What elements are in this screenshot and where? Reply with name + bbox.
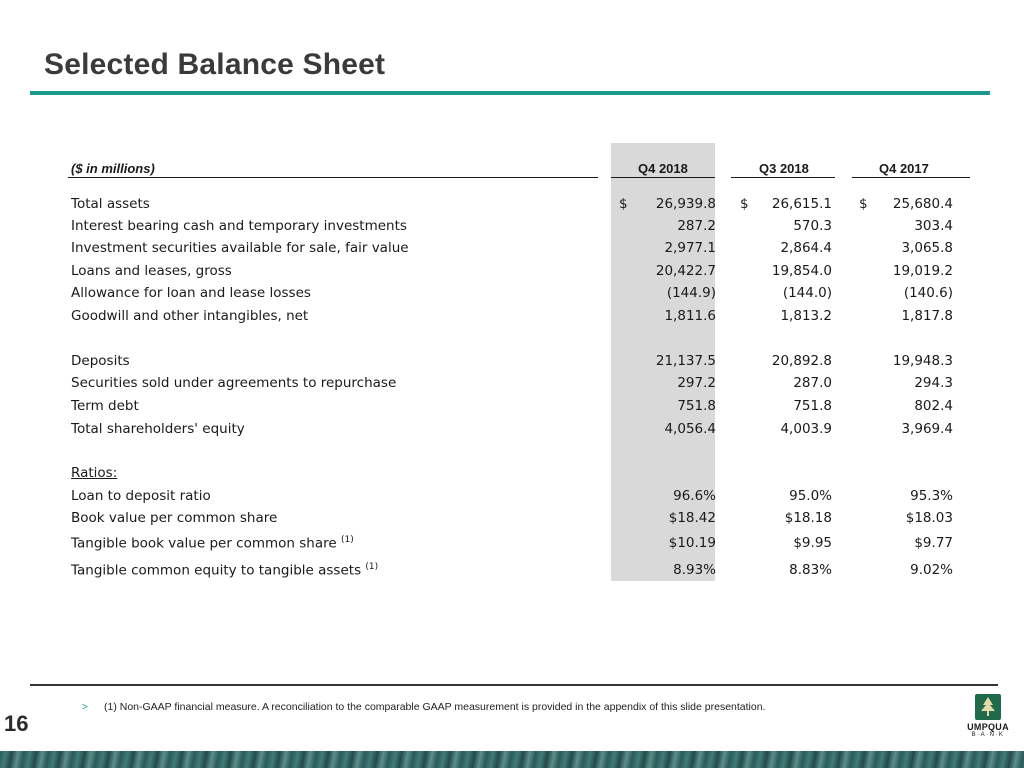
header-underline — [68, 177, 598, 178]
page-title: Selected Balance Sheet — [44, 48, 386, 81]
row-label: Loans and leases, gross — [71, 263, 232, 279]
cell-value: 9.02% — [910, 562, 953, 578]
table-row — [0, 353, 1024, 375]
cell-value: 287.0 — [793, 375, 832, 391]
cell-value: 751.8 — [793, 398, 832, 414]
cell-value: 19,019.2 — [892, 263, 953, 279]
footer-divider — [30, 684, 998, 686]
cell-value: 751.8 — [677, 398, 716, 414]
cell-value: 3,065.8 — [901, 240, 953, 256]
column-header: Q3 2018 — [759, 161, 809, 176]
units-label: ($ in millions) — [71, 161, 155, 176]
table-row — [0, 510, 1024, 532]
cell-value: 570.3 — [793, 218, 832, 234]
tree-icon — [975, 694, 1001, 720]
title-divider — [30, 91, 990, 95]
row-label: Total assets — [71, 196, 150, 212]
table-row — [0, 218, 1024, 240]
cell-value: 21,137.5 — [655, 353, 716, 369]
row-label: Total shareholders' equity — [71, 421, 245, 437]
cell-value: $18.03 — [905, 510, 953, 526]
cell-value: $18.42 — [668, 510, 716, 526]
logo-name: UMPQUA — [967, 722, 1009, 732]
currency-symbol: $ — [740, 196, 749, 212]
row-label-text: Tangible common equity to tangible assets — [71, 562, 362, 579]
cell-value: 25,680.4 — [892, 196, 953, 212]
cell-value: 287.2 — [677, 218, 716, 234]
cell-value: $9.95 — [793, 535, 832, 551]
decorative-band — [0, 751, 1024, 768]
table-row — [0, 488, 1024, 510]
cell-value: 1,817.8 — [901, 308, 953, 324]
table-row — [0, 308, 1024, 330]
cell-value: 20,892.8 — [771, 353, 832, 369]
table-row — [0, 375, 1024, 397]
cell-value: 2,864.4 — [780, 240, 832, 256]
column-header: Q4 2018 — [638, 161, 688, 176]
bullet-arrow-icon: > — [82, 702, 88, 713]
cell-value: 20,422.7 — [655, 263, 716, 279]
header-underline — [611, 177, 715, 178]
ratios-heading: Ratios: — [71, 465, 118, 481]
cell-value: (144.0) — [782, 285, 832, 301]
page-number: 16 — [4, 711, 29, 736]
row-label: Securities sold under agreements to repurchase — [71, 375, 397, 391]
row-label: Goodwill and other intangibles, net — [71, 308, 309, 324]
ratios-heading-row — [0, 465, 1024, 487]
cell-value: $9.77 — [914, 535, 953, 551]
row-label: Book value per common share — [71, 510, 278, 526]
cell-value: $18.18 — [784, 510, 832, 526]
cell-value: 95.3% — [910, 488, 953, 504]
cell-value: 1,813.2 — [780, 308, 832, 324]
table-row — [0, 421, 1024, 443]
table-row — [0, 285, 1024, 307]
footnote: (1) Non-GAAP financial measure. A reconciliation to the comparable GAAP measurement is provided in the appendix of this slide presentation. — [104, 701, 766, 713]
row-label: Term debt — [71, 398, 139, 414]
row-label: Investment securities available for sale, fair value — [71, 240, 409, 256]
cell-value: 8.93% — [673, 562, 716, 578]
table-row — [0, 240, 1024, 262]
currency-symbol: $ — [859, 196, 868, 212]
cell-value: 1,811.6 — [664, 308, 716, 324]
row-label-text: Tangible book value per common share — [71, 535, 337, 552]
cell-value: 297.2 — [677, 375, 716, 391]
cell-value: 3,969.4 — [901, 421, 953, 437]
table-row — [0, 263, 1024, 285]
row-label: Interest bearing cash and temporary investments — [71, 218, 407, 234]
cell-value: 95.0% — [789, 488, 832, 504]
table-row — [0, 196, 1024, 218]
table-row — [0, 398, 1024, 420]
cell-value: 2,977.1 — [664, 240, 716, 256]
cell-value: 19,854.0 — [771, 263, 832, 279]
umpqua-logo — [960, 694, 1016, 738]
footnote-ref: (1) — [365, 562, 379, 572]
cell-value: 802.4 — [914, 398, 953, 414]
currency-symbol: $ — [619, 196, 628, 212]
row-label — [71, 562, 378, 579]
footnote-ref: (1) — [340, 535, 354, 545]
cell-value: 26,615.1 — [771, 196, 832, 212]
cell-value: (144.9) — [666, 285, 716, 301]
cell-value: 303.4 — [914, 218, 953, 234]
cell-value: (140.6) — [903, 285, 953, 301]
row-label: Loan to deposit ratio — [71, 488, 211, 504]
cell-value: 4,056.4 — [664, 421, 716, 437]
table-row — [0, 562, 1024, 584]
row-label: Allowance for loan and lease losses — [71, 285, 311, 301]
row-label: Deposits — [71, 353, 130, 369]
cell-value: 96.6% — [673, 488, 716, 504]
cell-value: 26,939.8 — [655, 196, 716, 212]
cell-value: 294.3 — [914, 375, 953, 391]
logo-subtitle: B·A·N·K — [971, 732, 1005, 738]
cell-value: 4,003.9 — [780, 421, 832, 437]
cell-value: 19,948.3 — [892, 353, 953, 369]
row-label — [71, 535, 354, 552]
header-underline — [852, 177, 970, 178]
cell-value: 8.83% — [789, 562, 832, 578]
cell-value: $10.19 — [668, 535, 716, 551]
table-row — [0, 535, 1024, 557]
header-underline — [731, 177, 835, 178]
column-header: Q4 2017 — [879, 161, 929, 176]
